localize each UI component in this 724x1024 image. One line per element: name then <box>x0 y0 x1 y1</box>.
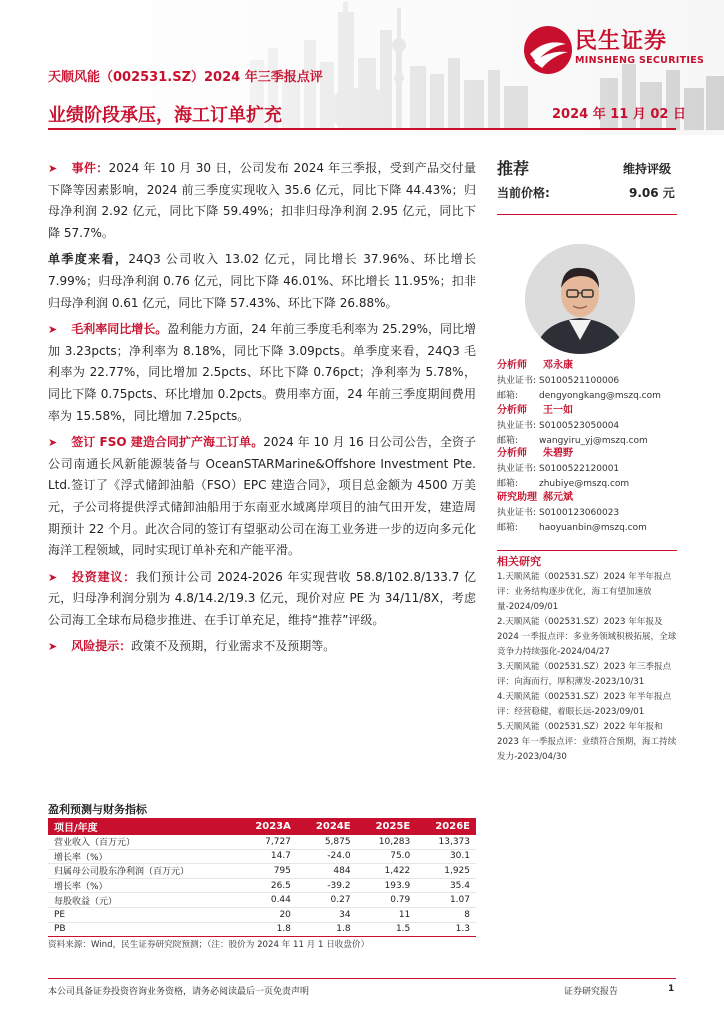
keyword-quarter: 单季度来看， <box>48 252 129 267</box>
table-cell: 35.4 <box>416 878 476 893</box>
analyst-name: 王一如 <box>543 405 573 416</box>
analyst-name: 郝元斌 <box>543 492 573 503</box>
header-cell: 项目/年度 <box>48 818 236 835</box>
analyst-photo <box>525 244 635 354</box>
table-cell: 13,373 <box>416 835 476 849</box>
report-title: 天顺风能（002531.SZ）2024 年三季报点评 <box>48 70 323 85</box>
email-label: 邮箱: <box>497 391 519 401</box>
row-label: 增长率（%） <box>48 849 236 864</box>
related-research-item[interactable]: 1.天顺风能（002531.SZ）2024 年半年报点评：业务结构逐步优化，海工有望加速放量-2024/09/01 <box>497 572 672 612</box>
cert-label: 执业证书: <box>497 376 537 386</box>
table-cell: 0.27 <box>297 893 357 908</box>
footer-brand: 证券研究报告 <box>564 987 619 997</box>
analyst-role: 分析师 <box>497 448 527 459</box>
table-row <box>48 907 476 922</box>
text-event: 2024 年 10 月 30 日，公司发布 2024 年三季报，受到产品交付量下降等因素影响，2024 前三季度实现收入 35.6 亿元，同比下降 44.43%；归母净利润 2.92 亿元，同比下降 59.49%；扣非归母净利润 2.95 亿元，同比下降 57.7%。 <box>48 161 476 240</box>
table-cell: 11 <box>357 907 417 922</box>
logo-text-en: MINSHENG SECURITIES <box>575 55 705 66</box>
rating-label: 推荐 <box>497 159 530 178</box>
cert-label: 执业证书: <box>497 464 537 474</box>
price-label: 当前价格: <box>497 186 550 200</box>
financial-forecast-table <box>48 818 476 937</box>
analyst-role: 分析师 <box>497 405 527 416</box>
table-cell: 20 <box>236 907 297 922</box>
text-margin: 盈利能力方面，24 年前三季度毛利率为 25.29%，同比增加 3.23pcts；净利率为 8.18%，同比下降 3.09pcts。单季度来看，24Q3 毛利率为 22.77%，同比增加 2.5pcts、环比下降 0.76pct；净利率为 5.78%，同比下降 0.75pcts、环比增加 0.2pcts。费用率方面，24 年前三季度期间费用率为 15.58%，同比增加 7.25pcts。 <box>48 322 476 423</box>
table-row <box>48 835 476 849</box>
table-cell: 1,422 <box>357 864 417 879</box>
table-row <box>48 878 476 893</box>
row-label: 增长率（%） <box>48 878 236 893</box>
paragraph-quarter <box>48 249 476 314</box>
bullet-arrow-icon: ➤ <box>48 436 58 450</box>
cert-number: S0100523050004 <box>539 421 620 431</box>
table-cell: 7,727 <box>236 835 297 849</box>
email-label: 邮箱: <box>497 436 519 446</box>
email-link[interactable]: haoyuanbin@mszq.com <box>539 523 647 533</box>
page-number: 1 <box>668 984 675 994</box>
rating-status: 维持评级 <box>623 162 672 176</box>
main-headline: 业绩阶段承压，海工订单扩充 <box>48 105 282 126</box>
related-divider <box>497 550 677 551</box>
table-cell: 795 <box>236 864 297 879</box>
text-investment: 我们预计公司 2024-2026 年实现营收 58.8/102.8/133.7 亿元，归母净利润分别为 4.8/14.2/19.3 亿元，现价对应 PE 为 34/11/8X，考虑公司海工全球布局稳步推进、在手订单充足，维持“推荐”评级。 <box>48 569 476 627</box>
related-research-item[interactable]: 2.天顺风能（002531.SZ）2023 年年报及 2024 一季报点评：多业务领域积极拓展，全球竞争力持续强化-2024/04/27 <box>497 617 677 657</box>
header-divider <box>48 128 676 130</box>
price-value: 9.06 元 <box>629 186 675 200</box>
table-header-row <box>48 818 476 835</box>
bullet-arrow-icon: ➤ <box>48 162 58 175</box>
keyword-fso: 签订 FSO 建造合同扩产海工订单。 <box>71 435 264 450</box>
analyst-role: 研究助理 <box>497 492 537 503</box>
footer-disclaimer: 本公司具备证券投资咨询业务资格，请务必阅读最后一页免责声明 <box>48 987 310 997</box>
table-cell: 14.7 <box>236 849 297 864</box>
analyst-card <box>497 358 677 404</box>
report-body <box>48 158 476 663</box>
keyword-margin: 毛利率同比增长。 <box>71 322 168 337</box>
cert-number: S0100522120001 <box>539 464 620 474</box>
analyst-role: 分析师 <box>497 360 527 371</box>
table-cell: 1.8 <box>297 922 357 937</box>
row-label: PE <box>48 907 236 922</box>
cert-number: S0100123060023 <box>539 508 620 518</box>
email-link[interactable]: wangyiru_yj@mszq.com <box>539 436 648 446</box>
header-cell: 2026E <box>416 818 476 835</box>
email-label: 邮箱: <box>497 479 519 489</box>
table-cell: 34 <box>297 907 357 922</box>
paragraph-fso <box>48 432 476 562</box>
table-cell: 1.07 <box>416 893 476 908</box>
table-row <box>48 922 476 937</box>
analyst-name: 朱碧野 <box>543 448 573 459</box>
table-cell: 1.3 <box>416 922 476 937</box>
text-fso: 2024 年 10 月 16 日公司公告，全资子公司南通长风新能源装备与 OceanSTARMarine&Offshore Investment Pte. Ltd.签订了《浮式储卸油船（FSO）EPC 建造合同》，项目总金额为 4500 万美元，子公司将提供浮式储卸油船用于东南亚水域离岸项目的油气田开发，建造周期预计 22 个月。此次合同的签订有望驱动公司在海工业务进一步的迈向多元化海洋工程领域，同时实现订单补充和产能平滑。 <box>48 435 476 558</box>
header-cell: 2024E <box>297 818 357 835</box>
header-cell: 2025E <box>357 818 417 835</box>
paragraph-event <box>48 158 476 244</box>
analyst-card <box>497 403 677 449</box>
related-research-title: 相关研究 <box>497 555 541 568</box>
table-cell: 1.8 <box>236 922 297 937</box>
keyword-risk: 风险提示： <box>71 639 132 654</box>
related-research-item[interactable]: 5.天顺风能（002531.SZ）2022 年年报和 2023 年一季报点评：业绩符合预期，海工持续发力-2023/04/30 <box>497 722 677 762</box>
text-quarter: 24Q3 公司收入 13.02 亿元，同比增长 37.96%、环比增长 7.99%；归母净利润 0.76 亿元，同比下降 46.01%、环比增长 11.95%；扣非归母净利润 0.61 亿元，同比下降 57.43%、环比下降 26.88%。 <box>48 252 476 310</box>
related-research-item[interactable]: 3.天顺风能（002531.SZ）2023 年三季报点评：向海而行，厚积薄发-2023/10/31 <box>497 662 672 687</box>
table-source-note: 资料来源：Wind，民生证券研究院预测；（注：股价为 2024 年 11 月 1 日收盘价） <box>48 940 370 950</box>
table-cell: 10,283 <box>357 835 417 849</box>
table-row <box>48 849 476 864</box>
report-date: 2024 年 11 月 02 日 <box>552 107 686 122</box>
row-label: PB <box>48 922 236 937</box>
logo-text-cn: 民生证券 <box>575 29 668 54</box>
keyword-investment: 投资建议： <box>71 569 136 584</box>
related-research-list <box>497 570 677 765</box>
bullet-arrow-icon: ➤ <box>48 640 58 654</box>
analyst-card <box>497 490 677 536</box>
cert-label: 执业证书: <box>497 421 537 431</box>
row-label: 营业收入（百万元） <box>48 835 236 849</box>
table-cell: 8 <box>416 907 476 922</box>
table-cell: 484 <box>297 864 357 879</box>
paragraph-margin <box>48 319 476 427</box>
analyst-name: 邓永康 <box>543 360 573 371</box>
table-cell: -39.2 <box>297 878 357 893</box>
email-link[interactable]: dengyongkang@mszq.com <box>539 391 661 401</box>
table-cell: 0.79 <box>357 893 417 908</box>
email-label: 邮箱: <box>497 523 519 533</box>
keyword-event: 事件： <box>71 161 109 175</box>
bullet-arrow-icon: ➤ <box>48 570 58 584</box>
table-cell: -24.0 <box>297 849 357 864</box>
table-cell: 26.5 <box>236 878 297 893</box>
table-cell: 1,925 <box>416 864 476 879</box>
row-label: 每股收益（元） <box>48 893 236 908</box>
footer-divider <box>48 978 676 979</box>
table-title: 盈利预测与财务指标 <box>48 803 147 816</box>
related-research-item[interactable]: 4.天顺风能（002531.SZ）2023 年半年报点评：经营稳健，着眼长远-2023/09/01 <box>497 692 672 717</box>
table-cell: 5,875 <box>297 835 357 849</box>
table-cell: 75.0 <box>357 849 417 864</box>
paragraph-risk <box>48 636 476 658</box>
bullet-arrow-icon: ➤ <box>48 323 58 337</box>
rating-divider <box>497 214 677 215</box>
cert-number: S0100521100006 <box>539 376 620 386</box>
table-cell: 30.1 <box>416 849 476 864</box>
table-row <box>48 893 476 908</box>
email-link[interactable]: zhubiye@mszq.com <box>539 479 630 489</box>
table-cell: 0.44 <box>236 893 297 908</box>
header-cell: 2023A <box>236 818 297 835</box>
table-cell: 1.5 <box>357 922 417 937</box>
text-risk: 政策不及预期，行业需求不及预期等。 <box>131 639 336 654</box>
table-row <box>48 864 476 879</box>
row-label: 归属母公司股东净利润（百万元） <box>48 864 236 879</box>
cert-label: 执业证书: <box>497 508 537 518</box>
table-cell: 193.9 <box>357 878 417 893</box>
paragraph-investment <box>48 567 476 632</box>
analyst-card <box>497 446 677 492</box>
